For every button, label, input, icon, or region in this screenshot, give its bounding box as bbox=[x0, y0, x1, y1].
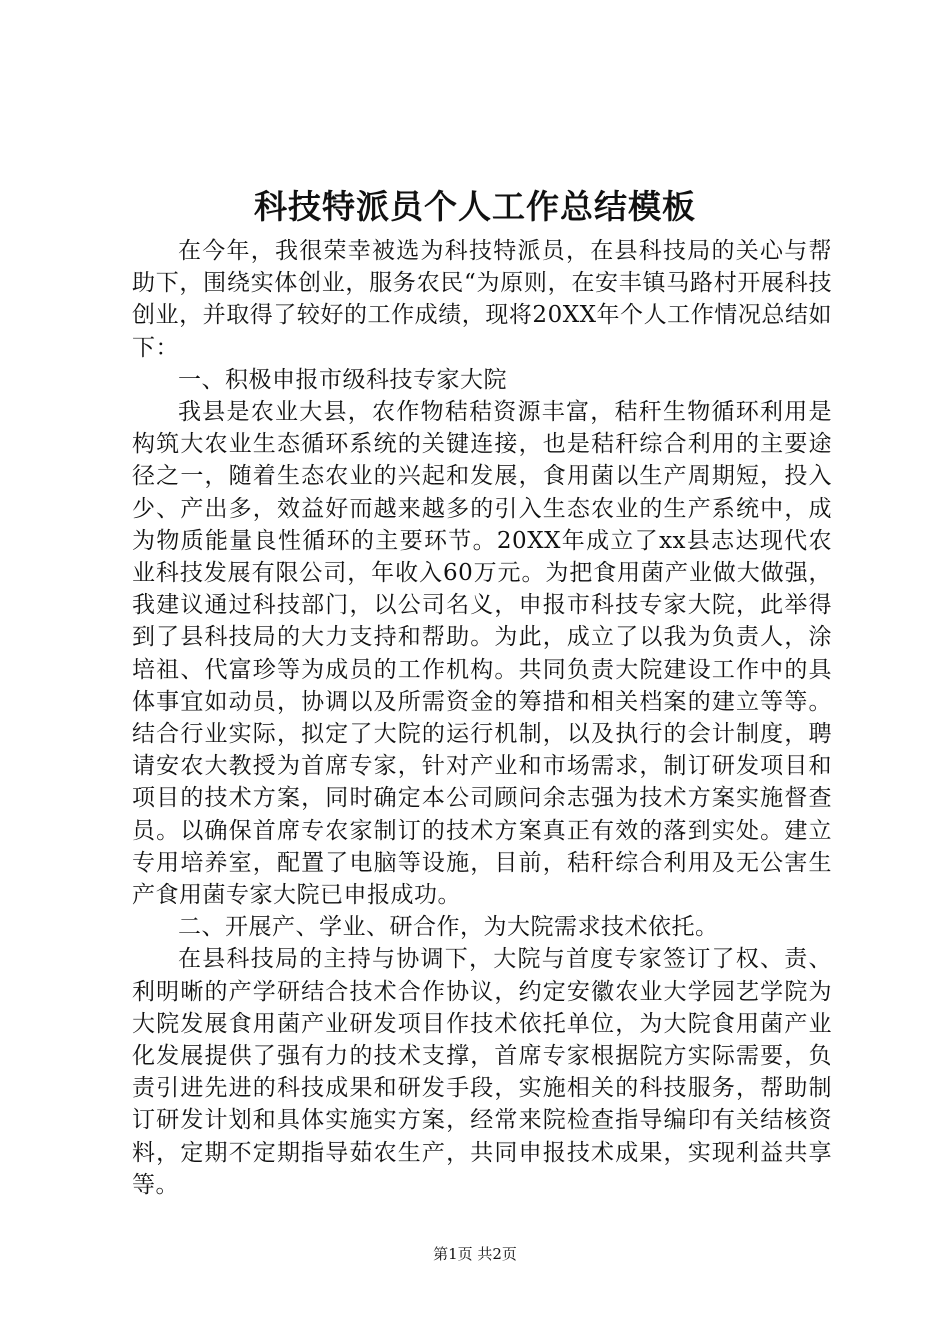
section-heading-2: 二、开展产、学业、研合作，为大院需求技术依托。 bbox=[178, 914, 719, 941]
page-number-footer: 第1页 共2页 bbox=[433, 1245, 517, 1263]
paragraph-section-1: 我县是农业大县，农作物秸秸资源丰富，秸秆生物循环利用是构筑大农业生态循环系统的关键连接，也是秸秆综合利用的主要途径之一，随着生态农业的兴起和发展，食用菌以生产周期短，投入少、产出多，效益好而越来越多的引入生态农业的生产系统中，成为物质能量良性循环的主要环节。20XX年成立了xx县志达现代农业科技发展有限公司，年收入60万元。为把食用菌产业做大做强，我建议通过科技部门，以公司名义，申报市科技专家大院，此举得到了县科技局的大力支持和帮助。为此，成立了以我为负责人，涂培祖、代富珍等为成员的工作机构。共同负责大院建设工作中的具体事宜如动员，协调以及所需资金的筹措和相关档案的建立等等。结合行业实际，拟定了大院的运行机制，以及执行的会计制度，聘请安农大教授为首席专家，针对产业和市场需求，制订研发项目和项目的技术方案，同时确定本公司顾问余志强为技术方案实施督查员。以确保首席专农家制订的技术方案真正有效的落到实处。建立专用培养室，配置了电脑等设施，目前，秸秆综合利用及无公害生产食用菌专家大院已申报成功。 bbox=[132, 399, 832, 909]
document-title: 科技特派员个人工作总结模板 bbox=[254, 187, 696, 226]
paragraph-intro: 在今年，我很荣幸被选为科技特派员，在县科技局的关心与帮助下，围绕实体创业，服务农民“为原则，在安丰镇马路村开展科技创业，并取得了较好的工作成绩，现将20XX年个人工作情况总结如下： bbox=[132, 238, 832, 361]
document-body bbox=[132, 235, 832, 1201]
section-heading-1: 一、积极申报市级科技专家大院 bbox=[178, 366, 507, 393]
paragraph-section-2: 在县科技局的主持与协调下，大院与首度专家签订了权、责、利明晰的产学研结合技术合作协议，约定安徽农业大学园艺学院为大院发展食用菌产业研发项目作技术依托单位，为大院食用菌产业化发展提供了强有力的技术支撑，首席专家根据院方实际需要，负责引进先进的科技成果和研发手段，实施相关的科技服务，帮助制订研发计划和具体实施实方案，经常来院检查指导编印有关结核资料，定期不定期指导茹农生产，共同申报技术成果，实现利益共享等。 bbox=[132, 946, 832, 1198]
